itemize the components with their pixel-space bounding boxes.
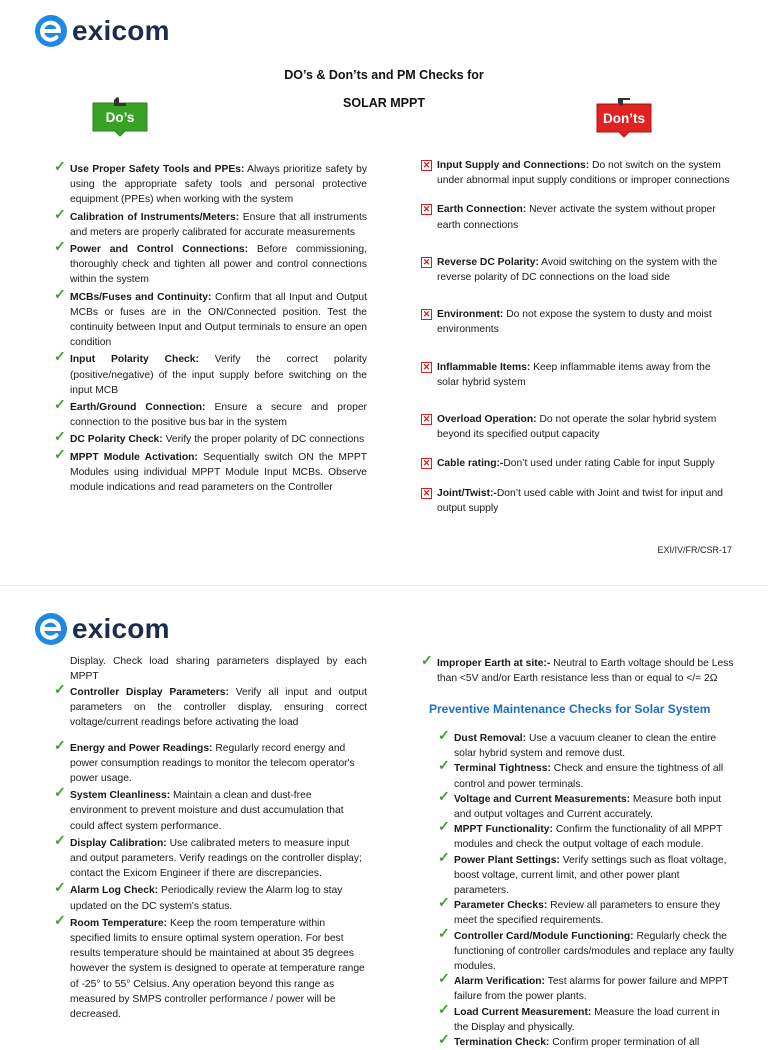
check-icon: ✓ [438,1031,450,1048]
donts-item: ✕ Inflammable Items: Keep inflammable items away from the solar hybrid system [422,361,711,388]
check-icon: ✓ [54,784,66,801]
cross-box-icon: ✕ [422,361,431,372]
exicom-logo-mark-icon [34,14,68,48]
check-icon: ✓ [54,831,66,848]
donts-badge [594,98,654,138]
cross-box-icon: ✕ [422,309,431,320]
exicom-logo [34,14,170,48]
pm-item: ✓ Voltage and Current Measurements: Measure both input and output voltages and Current accurately. [438,787,722,821]
check-icon: ✓ [54,911,66,928]
check-item: ✓ System Cleanliness: Maintain a clean and dust-free environment to prevent moisture and dust accumulation that could affect system performance. [54,784,344,832]
pm-item: ✓ Parameter Checks: Review all parameters to ensure they meet the specified requirements. [438,894,721,927]
cross-box-icon: ✕ [422,414,431,425]
check-icon: ✓ [54,348,66,365]
check-icon: ✓ [438,757,450,774]
check-item: ✓ Controller Display Parameters: Verify all input and output parameters on the controller display, ensuring correct voltage/current readings before activating the load [54,681,367,729]
check-item: ✓ Energy and Power Readings: Regularly record energy and power consumption readings to monitor the telecom operator's power usage. [54,736,355,785]
left-checks-list [54,681,367,1022]
pm-item: ✓ Terminal Tightness: Check and ensure the tightness of all control and power terminals. [438,757,724,790]
cross-box-icon: ✕ [422,204,431,215]
check-icon: ✓ [54,238,66,255]
check-icon: ✓ [54,681,66,697]
check-icon: ✓ [54,428,66,445]
pm-item: ✓ Power Plant Settings: Verify settings such as float voltage, boost voltage, current limit, and other power plant parameters. [438,848,727,897]
pm-item: ✓ Dust Removal: Use a vacuum cleaner to clean the entire solar hybrid system and remove dust. [438,727,717,760]
page-title-line-1: DO’s & Don’ts and PM Checks for [284,68,484,82]
donts-item: ✕ Overload Operation: Do not operate the solar hybrid system beyond its specified output capacity [422,414,717,441]
earth-check-list [421,652,735,686]
cross-box-icon: ✕ [422,458,431,469]
page-title-line-2: SOLAR MPPT [343,96,425,110]
dos-item: ✓ MPPT Module Activation: Sequentially switch ON the MPPT Modules using individual MPPT Module Input MCBs. Observe module indications and read parameters on the Controller [54,445,367,494]
pm-checks-list [438,727,736,1050]
page-2 [0,585,768,1049]
dos-item: ✓ Power and Control Connections: Before commissioning, thoroughly check and tighten all power and control connections within the system [54,238,367,286]
pm-item: ✓ Termination Check: Confirm proper termination of all [438,1031,700,1049]
dos-item: ✓ Calibration of Instruments/Meters: Ensure that all instruments and meters are properly calibrated for accurate measurements [54,205,367,238]
pm-item: ✓ MPPT Functionality: Confirm the functionality of all MPPT modules and check the output voltage of each module. [438,818,723,851]
donts-list [422,158,733,516]
check-item: ✓ Display Calibration: Use calibrated meters to measure input and output parameters. Verify readings on the controller display; contact the Exicom Engineer if there are discrepancies. [54,831,362,880]
check-icon: ✓ [438,970,450,987]
check-icon: ✓ [54,445,66,462]
donts-item: ✕ Cable rating:-Don’t used under rating Cable for input Supply [422,458,715,470]
exicom-logo-mark-icon [34,612,68,646]
dos-item: ✓ Earth/Ground Connection: Ensure a secure and proper connection to the positive bus bar in the system [54,396,367,429]
donts-badge-label: Don’ts [603,110,645,126]
earth-check-item: ✓ Improper Earth at site:- Neutral to Earth voltage should be Less than <5V and/or Earth resistance less than or equal to </= 2Ω [421,652,734,685]
donts-item: ✕ Environment: Do not expose the system to dusty and moist environments [422,309,712,336]
check-icon: ✓ [421,652,433,668]
check-icon: ✓ [438,727,450,743]
brand-name: exicom [72,613,170,644]
check-icon: ✓ [54,396,66,413]
check-icon: ✓ [438,787,450,804]
cross-box-icon: ✕ [422,160,431,170]
check-icon: ✓ [54,736,66,753]
document-reference: EXI/IV/FR/CSR-17 [657,545,732,555]
dos-item: ✓ Input Polarity Check: Verify the correct polarity (positive/negative) of the input supply before switching on the input MCB [54,348,368,396]
pm-item: ✓ Load Current Measurement: Measure the load current in the Display and physically. [438,1000,720,1033]
donts-item: ✕ Reverse DC Polarity: Avoid switching on the system with the reverse polarity of DC connections on the load side [422,256,718,284]
check-icon: ✓ [438,894,450,911]
exicom-logo [34,612,170,646]
check-icon: ✓ [54,879,66,896]
check-icon: ✓ [438,924,450,941]
donts-item: ✕ Joint/Twist:-Don’t used cable with Joint and twist for input and output supply [422,487,723,514]
check-icon: ✓ [438,848,450,865]
pm-item: ✓ Controller Card/Module Functioning: Regularly check the functioning of controller cards/modules and replace any faulty modules. [438,924,734,973]
dos-item: ✓ Use Proper Safety Tools and PPEs: Always prioritize safety by using the appropriate safety tools and personal protective equipment (PPEs) when working with the system [54,158,367,206]
check-icon: ✓ [438,818,450,835]
cross-box-icon: ✕ [422,256,431,267]
check-icon: ✓ [438,1000,450,1017]
check-icon: ✓ [54,285,66,302]
check-item: ✓ Alarm Log Check: Periodically review the Alarm log to stay updated on the DC system's status. [54,879,343,912]
dos-badge [90,97,150,137]
pm-section-heading: Preventive Maintenance Checks for Solar System [429,702,711,716]
brand-name: exicom [72,15,170,46]
continued-text: Display. Check load sharing parameters displayed by each MPPT [70,656,367,683]
dos-item: ✓ MCBs/Fuses and Continuity: Confirm that all Input and Output MCBs or fuses are in the ON/Connected position. Test the continuity between Input and Output terminals to ensure an open condition [54,285,367,349]
donts-item: ✕ Input Supply and Connections: Do not switch on the system under abnormal input supply conditions or improper connections [422,160,730,187]
dos-badge-label: Do’s [105,109,135,125]
dos-list [54,158,368,495]
cross-box-icon: ✕ [422,487,431,498]
pm-item: ✓ Alarm Verification: Test alarms for power failure and MPPT failure from the power plants. [438,970,729,1003]
check-icon: ✓ [54,158,66,174]
check-icon: ✓ [54,205,66,222]
dos-item: ✓ DC Polarity Check: Verify the proper polarity of DC connections [54,428,365,446]
donts-item: ✕ Earth Connection: Never activate the system without proper earth connections [422,204,716,231]
check-item: ✓ Room Temperature: Keep the room temperature within specified limits to ensure optimal system operation. For best results temperature should be maintained at about 35 degrees however the system is designed to operate at temperature range of -25° to 55° Celsius. Any operation beyond this range as measured by SMPS controller performance / power will be decreased. [54,911,365,1021]
